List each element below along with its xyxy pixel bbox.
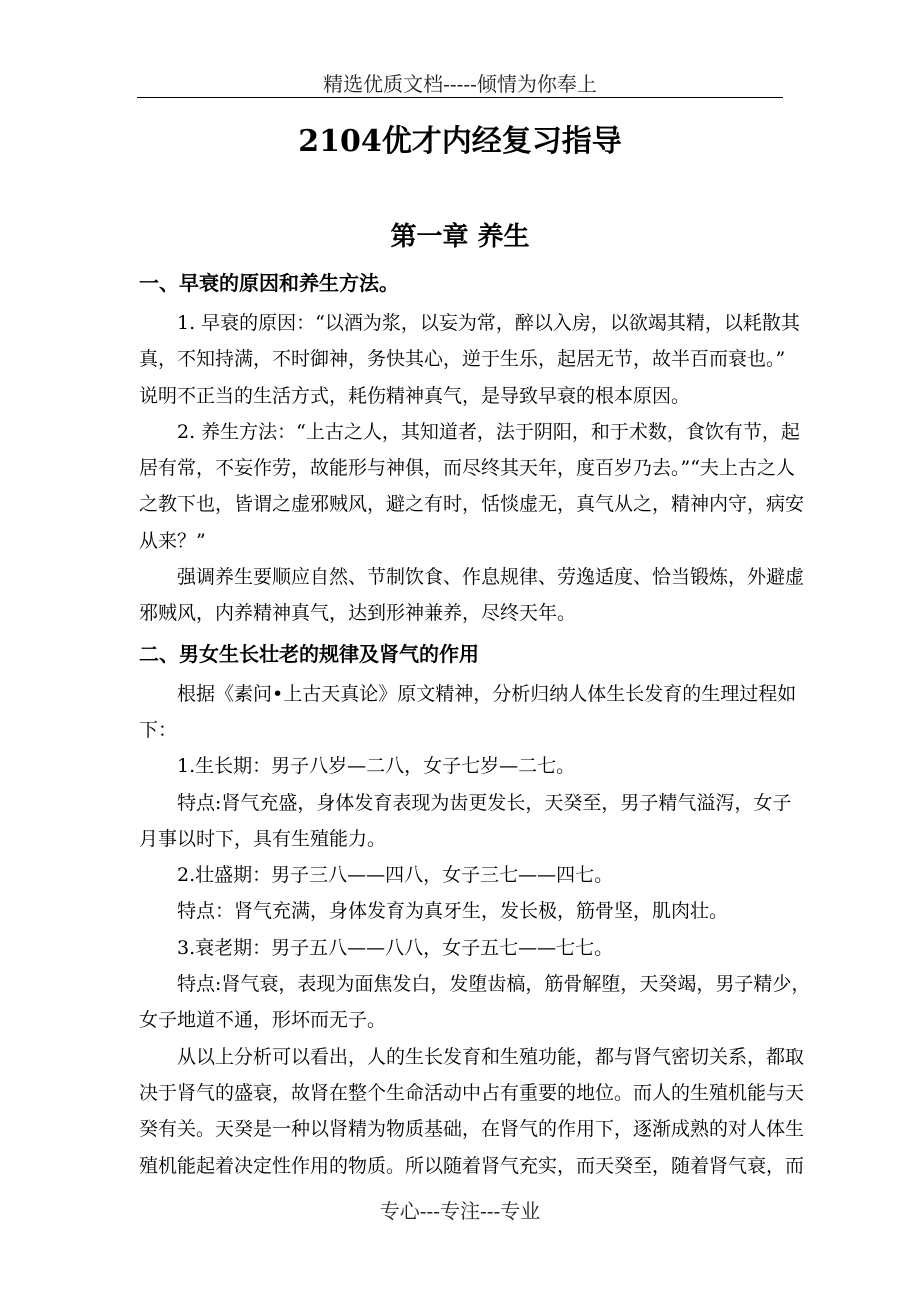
text-line: 强调养生要顺应自然、节制饮食、作息规律、劳逸适度、恰当锻炼，外避虚 bbox=[177, 566, 805, 589]
text-line: 之教下也，皆谓之虚邪贼风，避之有时，恬惔虚无，真气从之，精神内守，病安 bbox=[139, 493, 805, 516]
paragraph bbox=[139, 748, 783, 784]
paragraph bbox=[139, 1039, 805, 1184]
text-line: 殖机能起着决定性作用的物质。所以随着肾气充实，而天癸至，随着肾气衰，而 bbox=[139, 1154, 805, 1177]
text-line: 从来？” bbox=[139, 529, 206, 552]
text-line: 下： bbox=[139, 718, 178, 741]
text-line: 特点:肾气衰，表现为面焦发白，发堕齿槁，筋骨解堕，天癸竭，男子精少， bbox=[177, 973, 811, 996]
text-line: 特点：肾气充满，身体发育为真牙生，发长极，筋骨坚，肌肉壮。 bbox=[177, 900, 729, 923]
paragraph bbox=[139, 785, 792, 858]
text-line: 1.生长期：男子八岁—二八，女子七岁—二七。 bbox=[177, 755, 576, 778]
text-line: 居有常，不妄作劳，故能形与神俱，而尽终其天年，度百岁乃去。”“夫上古之人 bbox=[139, 457, 795, 480]
paragraph bbox=[139, 305, 800, 414]
text-line: 邪贼风，内养精神真气，达到形神兼养，尽终天年。 bbox=[139, 602, 577, 625]
text-line: 1. 早衰的原因：“以酒为浆，以妄为常，醉以入房，以欲竭其精，以耗散其 bbox=[177, 312, 800, 334]
text-line: 2. 养生方法：“上古之人，其知道者，法于阴阳，和于术数，食饮有节，起 bbox=[177, 420, 800, 443]
text-line: 说明不正当的生活方式，耗伤精神真气，是导致早衰的根本原因。 bbox=[139, 384, 691, 407]
text-line: 决于肾气的盛衰，故肾在整个生命活动中占有重要的地位。而人的生殖机能与天 bbox=[139, 1081, 805, 1104]
paragraph bbox=[139, 966, 811, 1039]
text-line: 2.壮盛期：男子三八——四八，女子三七——四七。 bbox=[177, 864, 614, 887]
paragraph bbox=[139, 857, 783, 893]
page-header: 精选优质文档-----倾情为你奉上 bbox=[323, 72, 597, 96]
text-line: 特点:肾气充盛，身体发育表现为齿更发长，天癸至，男子精气溢泻，女子 bbox=[177, 791, 792, 814]
section-heading: 二、男女生长壮老的规律及肾气的作用 bbox=[139, 641, 479, 666]
text-line: 女子地道不通，形坏而无子。 bbox=[139, 1009, 387, 1032]
chapter-heading: 第一章 养生 bbox=[390, 222, 530, 252]
page-footer: 专心---专注---专业 bbox=[379, 1199, 541, 1223]
document-title: 2104优才内经复习指导 bbox=[298, 124, 622, 159]
paragraph bbox=[139, 930, 783, 966]
paragraph bbox=[139, 676, 797, 749]
header-divider bbox=[137, 97, 783, 98]
text-line: 3.衰老期：男子五八——八八，女子五七——七七。 bbox=[177, 936, 614, 959]
paragraph bbox=[139, 893, 783, 929]
paragraph bbox=[139, 559, 805, 632]
text-line: 根据《素问•上古天真论》原文精神，分析归纳人体生长发育的生理过程如 bbox=[177, 682, 797, 705]
text-line: 从以上分析可以看出，人的生长发育和生殖功能，都与肾气密切关系，都取 bbox=[177, 1045, 805, 1068]
paragraph bbox=[139, 414, 805, 559]
section-heading: 一、早衰的原因和养生方法。 bbox=[139, 271, 399, 295]
text-line: 月事以时下，具有生殖能力。 bbox=[139, 827, 387, 850]
document-body bbox=[139, 265, 811, 1184]
text-line: 真，不知持满，不时御神，务快其心，逆于生乐，起居无节，故半百而衰也。” bbox=[139, 348, 786, 371]
text-line: 癸有关。天癸是一种以肾精为物质基础，在肾气的作用下，逐渐成熟的对人体生 bbox=[139, 1118, 805, 1141]
